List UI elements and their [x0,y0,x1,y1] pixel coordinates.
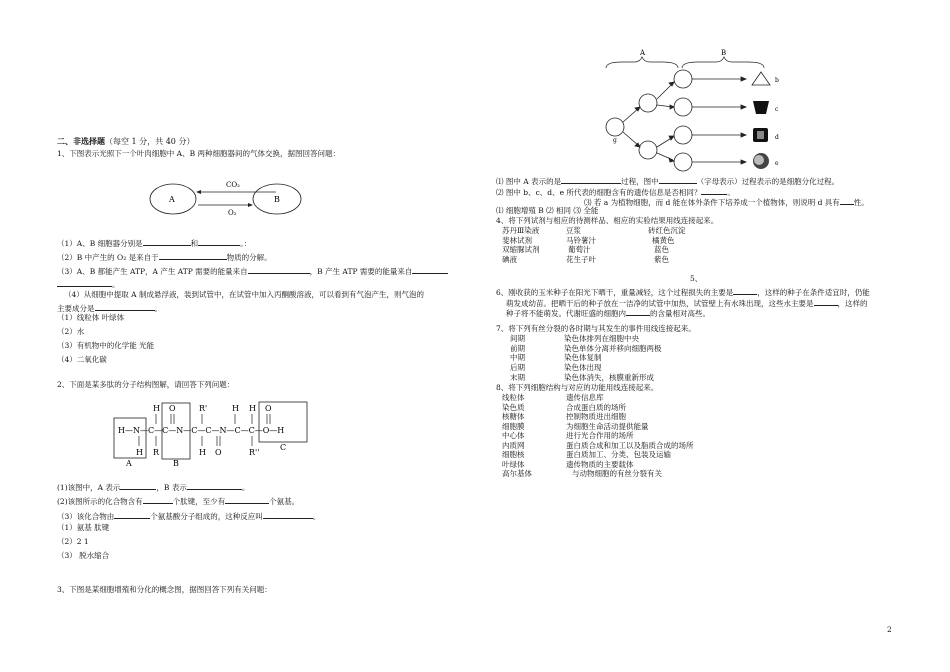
q4-stem: 4、将下列试剂与相应的待测样品、相应的实验结果用线连接起来。 [496,216,719,225]
section-note: （每空 1 分，共 40 分） [105,137,195,146]
cell-d-hole [757,131,764,139]
o2-label: O₂ [228,209,237,217]
brace-a [606,57,678,68]
q8-structure: 细胞膜 [502,422,525,431]
q1-sub3 [57,265,448,277]
reagent: 双缩脲试剂 [502,245,540,254]
formula-top-3: H [232,404,239,413]
atom: C [162,426,169,435]
cell-g [606,118,624,136]
q7-event: 染色体排列在细胞中央 [564,334,639,343]
sample: 花生子叶 [566,255,596,264]
q4-row [502,246,540,255]
q1-sub1-text: （1）A、B 细胞器分别是 [57,239,143,248]
q1-sub1 [57,237,251,249]
formula-bottom-1: R [153,448,160,457]
cell-r2 [674,98,692,116]
q8-structure: 细胞核 [502,450,525,459]
section-title [57,137,194,146]
q1-sub2 [57,251,272,263]
result: 蓝色 [654,245,669,254]
q4-row [654,246,669,255]
label-d: d [775,134,779,141]
q2-sub3-end: 。 [312,512,321,521]
box-c-label: C [280,443,287,452]
q3-sub1-text: ⑴ 图中 A 表示的是 [496,177,562,186]
q2-sub2 [57,495,299,507]
q2-blank[interactable] [263,510,313,519]
arrow-head [741,105,746,109]
cell-mid-bottom [639,141,657,159]
atom: C [205,426,212,435]
q3-sub1-end: （字母表示）过程表示的是细胞分化过程。 [696,177,840,186]
q8-function: 遗传物质的主要载体 [566,460,634,469]
q2-sub1-text: (1)该图中，A 表示 [57,483,121,492]
q6-blank[interactable] [733,286,757,295]
q1-blank[interactable] [198,237,240,246]
page-number: 2 [887,625,892,634]
atom: C [248,426,255,435]
q8-structure: 染色质 [502,403,525,412]
q7-stem: 7、将下列有丝分裂的各时期与其发生的事件用线连接起来。 [496,324,696,333]
q3-sub3 [584,196,869,208]
q8-function: 遗传信息库 [566,393,604,402]
atom: — [211,426,220,435]
q7-phase: 间期 [510,334,525,343]
formula-bottom-0: H [136,448,143,457]
atom: H— [118,426,133,435]
q4-row [502,256,517,265]
q5-number: 5、 [690,274,703,283]
q1-answer-4: （4）二氧化碳 [57,355,107,364]
q1-sub4-text2: 主要成分是 [57,304,95,313]
q8-structure: 核糖体 [502,412,525,421]
q1-sub3-mid: ，B 产生 ATP 需要的能量来自 [309,267,413,276]
q8-function: 与动物细胞的有丝分裂有关 [572,469,662,478]
q2-sub3-mid: 个氨基酸分子组成的，这种反应叫 [150,512,263,521]
q2-answer-1: （1）氨基 肽键 [57,523,110,532]
sample: 豆浆 [566,226,581,235]
q6-line3 [506,307,710,319]
label-e: e [775,160,779,167]
result: 橘黄色 [652,236,675,245]
q1-sub2-end: 物质的分解。 [226,253,272,262]
cell-g-label: g [613,137,617,144]
q3-sub1-mid: 过程，图中 [621,177,659,186]
atom: N [219,426,227,435]
q6-blank[interactable] [626,307,650,316]
q8-function: 为细胞生命活动提供能量 [566,422,649,431]
formula-bottom-4: R'' [249,448,260,457]
q8-function: 合成蛋白质的场所 [566,403,626,412]
sample: 葡萄汁 [568,245,591,254]
q6-line1 [496,286,870,298]
q6-blank[interactable] [814,297,838,306]
organelle-a-label: A [169,195,175,204]
q2-sub1 [57,481,249,493]
q7-event: 染色体复制 [564,353,602,362]
reagent: 斐林试剂 [502,236,532,245]
atom: C [234,426,241,435]
q8-structure: 叶绿体 [502,460,525,469]
q1-blank[interactable] [412,265,448,274]
q8-function: 进行光合作用的场所 [566,431,634,440]
section-title-text: 二、非选择题 [57,136,105,146]
q1-blank[interactable] [95,302,155,311]
q2-stem: 2、下面是某多肽的分子结构图解，请回答下列问题： [57,380,235,389]
arrow-o2-head [248,203,253,207]
q1-sub4-cont [57,302,162,314]
q4-row [568,246,591,255]
q1-organelle-diagram [150,182,310,222]
q1-stem: 1、下图表示光照下一个叶肉细胞中 A、B 两种细胞器间的气体交换，据图回答问题： [57,149,340,158]
q2-blank[interactable] [225,495,269,504]
brace-b [682,57,764,68]
q2-sub1-end: 。 [241,483,250,492]
q7-event: 染色单体分离并移向细胞两极 [564,344,662,353]
q3-sub2-text: ⑵ 图中 b、c、d、e 所代表的细胞含有的遗传信息是否相同？ [496,188,702,197]
arrow-head [669,82,674,86]
q2-sub2-end: 个氨基。 [269,497,300,506]
formula-bottom-3: O [215,448,222,457]
atom: — [197,426,206,435]
formula-top-0: H [153,404,160,413]
atom: C [191,426,198,435]
result: 砖红色沉淀 [648,226,686,235]
sample: 马铃薯汁 [566,236,596,245]
q3-sub1 [496,175,839,187]
q1-sub4-end: 。 [154,304,162,313]
arrow-head [669,158,674,162]
q1-answer-2: （2）水 [57,327,85,336]
q6-text: 6、刚收获的玉米种子在阳光下晒干，重量减轻，这个过程损失的主要是 [496,288,734,297]
atom: C [147,426,155,435]
q1-sub3-cont [57,278,120,290]
cell-r3 [674,126,692,144]
q3-answers: ⑴ 细胞增殖 B ⑵ 相同 ⑶ 全能 [496,206,599,215]
q4-row [648,227,686,236]
arrow-head [670,105,674,109]
q8-function: 蛋白质合成和加工以及脂质合成的场所 [566,441,694,450]
q4-row [566,256,596,265]
q4-row [566,227,581,236]
cell-c-trapezoid [753,101,769,114]
q2-blank[interactable] [114,510,150,519]
q8-structure: 高尔基体 [502,469,532,478]
q7-phase: 中期 [510,353,525,362]
q2-sub2-text: (2)该图所示的化合物含有 [57,497,143,506]
q8-structure: 线粒体 [502,393,525,402]
q6-text: ，这样的 [837,299,868,308]
arrow-co2-head [196,190,201,194]
q1-sub4 [64,291,424,300]
q7-phase: 前期 [510,344,525,353]
atom: — [154,426,163,435]
q8-structure: 中心体 [502,431,525,440]
formula-bottom-2: H [199,448,206,457]
q1-blank[interactable] [248,265,310,274]
q2-answer-2: （2）2 1 [57,537,89,546]
formula-top-1: O [169,404,176,413]
q6-text: 的含量相对高些。 [650,309,710,318]
brace-b-label: B [721,49,727,57]
q3-sub2-end: 。 [727,188,735,197]
q8-function: 控制物质进出细胞 [566,412,626,421]
atom: — [168,426,177,435]
cell-e-highlight [754,155,764,165]
q2-sub3 [57,510,320,522]
q6-text: ，这样的种子在条件适宜时，仍能 [757,288,870,297]
atom: N [132,426,140,435]
cell-b-triangle [752,72,770,85]
q1-answer-3: （3）有机物中的化学能 光能 [57,341,155,350]
atom: — [139,426,148,435]
atom: —O—H [254,426,285,435]
label-b: b [775,77,779,84]
atom: — [183,426,192,435]
q1-sub1-and: 和 [190,239,199,248]
reagent: 碘液 [502,255,517,264]
q2-blank[interactable] [120,481,156,490]
co2-label: CO₂ [226,181,240,189]
cell-mid-top [639,94,657,112]
q1-blank[interactable] [159,251,227,260]
q1-blank[interactable] [57,278,112,287]
arrow-head [741,160,746,164]
label-c: c [775,106,779,113]
q7-event: 染色体出现 [564,363,602,372]
polypeptide-structure [118,400,318,470]
formula-top-5: O [265,404,272,413]
q1-blank[interactable] [143,237,191,246]
cell-r4 [674,153,692,171]
q1-sub1-end: 。： [240,239,252,248]
box-a-label: A [126,459,132,468]
atom: — [240,426,249,435]
q3-blank[interactable] [840,196,854,205]
q8-structure: 内质网 [502,441,525,450]
q2-sub3-text: （3）该化合物由 [57,512,115,521]
q1-answer-1: （1）线粒体 叶绿体 [57,313,125,322]
q2-answer-3: （3） 脱水缩合 [57,551,110,560]
arrow [657,83,673,99]
arrow-head [741,133,746,137]
cell-proliferation-diagram [602,49,782,174]
q1-sub3-end: 。 [112,280,120,289]
q3-sub3-end: 性。 [853,198,869,207]
q2-sub2-mid: 个肽键，至少有 [172,497,226,506]
q3-blank[interactable] [701,186,727,195]
box-b-label: B [173,459,179,468]
result: 紫色 [654,255,669,264]
q3-stem: 3、下图是某细胞增殖和分化的概念图，据图回答下列有关问题： [57,585,272,594]
atom: — [226,426,235,435]
q2-blank[interactable] [187,481,242,490]
q8-function: 蛋白质加工、分类、包装及运输 [566,450,671,459]
q8-stem: 8、将下列细胞结构与对应的功能用线连接起来。 [496,383,659,392]
q2-sub1-mid: ，B 表示 [156,483,187,492]
arrow-head [741,77,746,81]
q3-sub3-text: ⑶ 若 a 为植物细胞，而 d 能在体外条件下培养成一个植物体，则说明 d 具有 [584,198,840,207]
q1-sub3-text: （3）A、B 都能产生 ATP，A 产生 ATP 需要的能量来自 [57,267,248,276]
q6-text: 种子将不能萌发。代谢旺盛的细胞内 [506,309,626,318]
cell-r1 [674,70,692,88]
organelle-b-label: B [274,195,280,204]
q7-phase: 后期 [510,363,525,372]
atom: N [176,426,184,435]
q4-row [654,256,669,265]
brace-a-label: A [640,49,646,57]
q3-blank[interactable] [659,175,697,184]
reagent: 苏丹Ⅲ染液 [502,226,540,235]
q7-event: 染色体消失，核膜重新形成 [564,373,654,382]
formula-top-4: H [249,404,256,413]
formula-top-2: R' [199,404,208,413]
q7-phase: 末期 [510,373,525,382]
q3-blank[interactable] [561,175,621,184]
q1-sub4-text: （4）从细胞中提取 A 制成悬浮液，装到试管中，在试管中加入丙酮酸溶液，可以看到有气泡产生，则气泡的 [64,290,424,299]
q1-sub2-text: （2）B 中产生的 O₂ 是来自于 [57,253,159,262]
q6-text: 萌发成幼苗。把晒干后的种子放在一洁净的试管中加热，试管壁上有水珠出现，这些水主要是 [506,299,814,308]
q2-blank[interactable] [143,495,173,504]
q4-row [502,227,539,236]
